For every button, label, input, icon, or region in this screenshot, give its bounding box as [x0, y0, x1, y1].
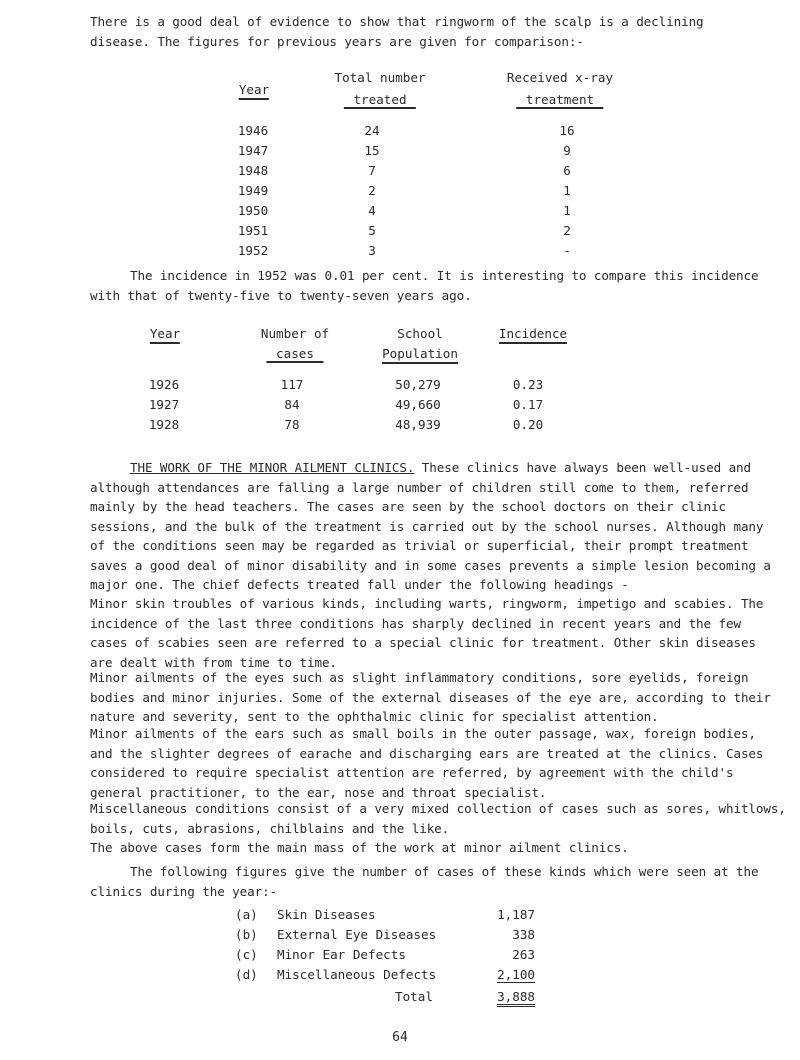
table1-year-cell: 1950 — [237, 203, 269, 218]
summary-row-value: 2,100 — [497, 967, 535, 982]
skin-line: incidence of the last three conditions has sharply declined in recent years and the few — [90, 615, 741, 631]
ears-line: considered to require specialist attention are referred, by agreement with the child's — [90, 765, 734, 780]
table2-pop-cell: 50,279 — [395, 377, 441, 392]
eyes-line: nature and severity, sent to the ophthalmic clinic for specialist attention. — [90, 709, 659, 724]
summary-total-row — [235, 989, 535, 1009]
table2-incidence-cell: 0.17 — [512, 397, 544, 412]
table1-xray-cell: 1 — [563, 203, 571, 218]
eyes-line: Minor ailments of the eyes such as slight inflammatory conditions, sore eyelids, foreign — [90, 670, 749, 685]
ears-line: Minor ailments of the ears such as small boils in the outer passage, wax, foreign bodies, — [90, 726, 756, 741]
table1-header-total-line2: treated — [344, 92, 416, 107]
table2-incidence-cell: 0.20 — [512, 417, 544, 432]
summary-row-value: 1,187 — [497, 907, 535, 922]
page-number: 64 — [392, 1030, 408, 1045]
table1-xray-cell: 9 — [563, 143, 571, 158]
table2-header-year: Year — [150, 326, 180, 341]
summary-row-text: Skin Diseases — [277, 907, 376, 922]
skin-line: cases of scabies seen are referred to a special clinic for treatment. Other skin diseases — [90, 635, 756, 650]
table2-pop-cell: 49,660 — [395, 397, 441, 412]
table1-year-cell: 1948 — [237, 163, 269, 178]
table2-header-incidence: Incidence — [499, 326, 567, 341]
summary-row-label: (b) — [235, 927, 258, 942]
summary-total-label: Total — [395, 989, 433, 1004]
section-heading: THE WORK OF THE MINOR AILMENT CLINICS. — [130, 460, 415, 475]
table1-year-cell: 1952 — [237, 243, 269, 258]
summary-row-text: Minor Ear Defects — [277, 947, 406, 962]
minor-clinics-line: although attendances are falling a large number of children still come to them, referred — [90, 479, 749, 495]
misc-line: The above cases form the main mass of the work at minor ailment clinics. — [90, 840, 629, 855]
minor-clinics-line: of the conditions seen may be regarded as trivial or superficial, their prompt treatment — [90, 538, 749, 553]
table2-header-pop-line2: Population — [382, 346, 458, 361]
table2-year-cell: 1927 — [148, 397, 180, 412]
summary-row-value: 263 — [512, 947, 535, 962]
minor-clinics-line: saves a good deal of minor disability and in some cases prevents a simple lesion becoming a — [90, 557, 771, 573]
table1-total-cell: 15 — [364, 143, 380, 158]
skin-line: Minor skin troubles of various kinds, including warts, ringworm, impetigo and scabies. The — [90, 596, 764, 611]
minor-clinics-line: major one. The chief defects treated fall under the following headings - — [90, 577, 629, 592]
intro-line-1: There is a good deal of evidence to show that ringworm of the scalp is a declining — [90, 14, 704, 29]
table1-xray-cell: 2 — [563, 223, 571, 238]
ears-line: and the slighter degrees of earache and discharging ears are treated at the clinics. Cases — [90, 745, 764, 761]
table2-year-cell: 1928 — [148, 417, 180, 432]
table1-total-cell: 7 — [368, 163, 376, 178]
table1-total-cell: 4 — [368, 203, 376, 218]
table2-cases-cell: 78 — [284, 417, 300, 432]
incidence-line-2: with that of twenty-five to twenty-seven years ago. — [90, 287, 472, 303]
misc-line: Miscellaneous conditions consist of a very mixed collection of cases such as sores, whitlows, — [90, 801, 786, 816]
summary-row-label: (a) — [235, 907, 258, 922]
table2-header-cases-line1: Number of — [260, 326, 330, 341]
summary-row-label: (d) — [235, 967, 258, 982]
intro-line-2: disease. The figures for previous years are given for comparison:- — [90, 33, 584, 49]
table1-year-cell: 1946 — [237, 123, 269, 138]
ears-line: general practitioner, to the ear, nose and throat specialist. — [90, 784, 547, 800]
table1-header-xray-line1: Received x-ray — [506, 70, 614, 85]
minor-clinics-line-1: THE WORK OF THE MINOR AILMENT CLINICS. These clinics have always been well-used and — [130, 460, 752, 475]
table1-xray-cell: - — [563, 243, 571, 258]
summary-row — [235, 967, 535, 987]
following-line-1: The following figures give the number of cases of these kinds which were seen at the — [130, 864, 759, 879]
table1-total-cell: 5 — [368, 223, 376, 238]
table1-header-year: Year — [239, 82, 269, 97]
table1-year-cell: 1947 — [237, 143, 269, 158]
minor-clinics-line: mainly by the head teachers. The cases are seen by the school doctors on their clinic — [90, 499, 726, 514]
table1-year-cell: 1951 — [237, 223, 269, 238]
table1-total-cell: 2 — [368, 183, 376, 198]
skin-line: are dealt with from time to time. — [90, 654, 337, 670]
table1-header-total-line1: Total number — [334, 70, 426, 85]
misc-line: boils, cuts, abrasions, chilblains and the like. — [90, 820, 450, 836]
table1-xray-cell: 6 — [563, 163, 571, 178]
table1-year-cell: 1949 — [237, 183, 269, 198]
summary-row — [235, 947, 535, 967]
table2-cases-cell: 117 — [280, 377, 304, 392]
table2-incidence-cell: 0.23 — [512, 377, 544, 392]
table2-pop-cell: 48,939 — [395, 417, 441, 432]
minor-clinics-line: sessions, and the bulk of the treatment is carried out by the school nurses. Although many — [90, 518, 764, 534]
table1-xray-cell: 1 — [563, 183, 571, 198]
eyes-line: bodies and minor injuries. Some of the external diseases of the eye are, according to their — [90, 689, 771, 705]
table2-cases-cell: 84 — [284, 397, 300, 412]
summary-total-value: 3,888 — [497, 989, 535, 1007]
table2-header-cases-line2: cases — [266, 346, 323, 361]
summary-row-label: (c) — [235, 947, 258, 962]
table1-xray-cell: 16 — [559, 123, 575, 138]
summary-row-value: 338 — [512, 927, 535, 942]
table2-header-pop-line1: School — [397, 326, 443, 341]
following-line-2: clinics during the year:- — [90, 883, 278, 899]
incidence-line-1: The incidence in 1952 was 0.01 per cent. It is interesting to compare this incidence — [130, 268, 759, 283]
table1-total-cell: 3 — [368, 243, 376, 258]
table1-total-cell: 24 — [364, 123, 380, 138]
table2-year-cell: 1926 — [148, 377, 180, 392]
summary-row-text: Miscellaneous Defects — [277, 967, 437, 982]
summary-row-text: External Eye Diseases — [277, 927, 437, 942]
table1-header-xray-line2: treatment — [516, 92, 603, 107]
